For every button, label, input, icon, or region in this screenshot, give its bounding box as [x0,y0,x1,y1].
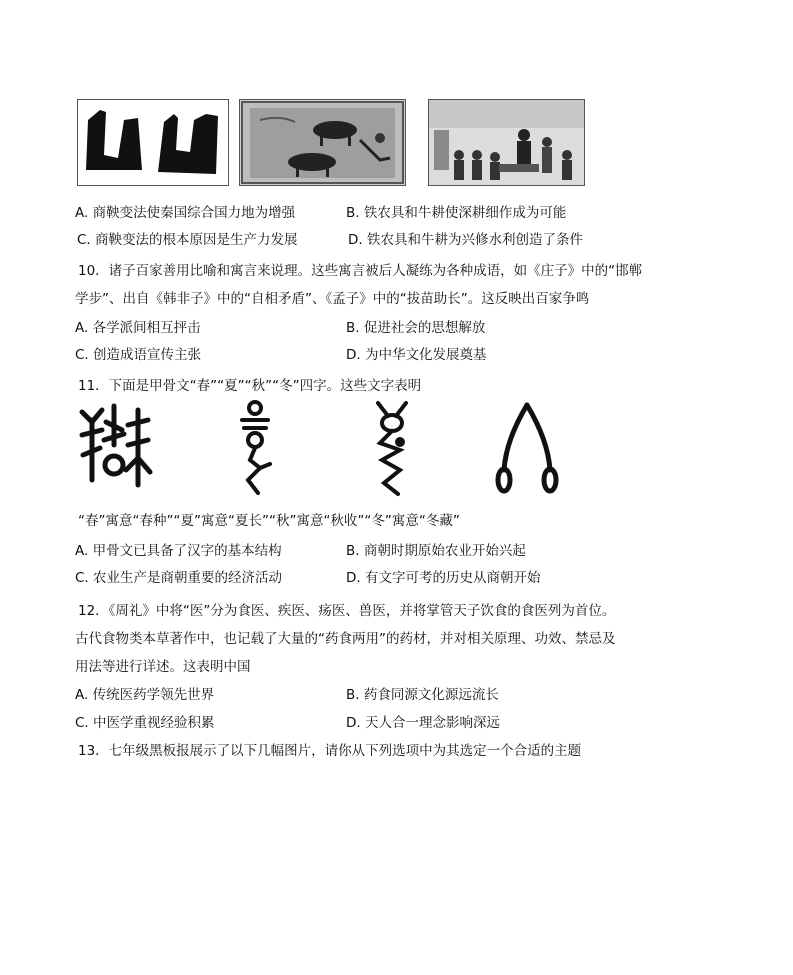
q12-stem-line3: 用法等进行详述。这表明中国 [75,659,251,675]
q10-option-d: D. 为中华文化发展奠基 [346,347,487,363]
q11-option-d: D. 有文字可考的历史从商朝开始 [346,570,541,586]
q12-option-b: B. 药食同源文化源远流长 [346,687,499,703]
q9-option-a: A. 商鞅变法使秦国综合国力地为增强 [75,205,296,221]
q12-option-a: A. 传统医药学领先世界 [75,687,215,703]
q12-option-d: D. 天人合一理念影响深远 [346,715,500,731]
oracle-bone-qiu-glyph [370,398,414,498]
q11-caption: “春”寓意“春种”“夏”寓意“夏长”“秋”寓意“秋收”“冬”寓意“冬藏” [78,513,460,529]
q11-option-c: C. 农业生产是商朝重要的经济活动 [75,570,283,586]
q10-option-b: B. 促进社会的思想解放 [346,320,486,336]
q12-stem-line1: 12．《周礼》中将“医”分为食医、疾医、疡医、兽医，并将掌管天子饮食的食医列为首位。 [78,603,616,619]
oracle-bone-dong-glyph [492,400,562,495]
q10-option-c: C. 创造成语宣传主张 [75,347,202,363]
oracle-bone-xia-glyph [230,398,280,498]
q11-option-a: A. 甲骨文已具备了汉字的基本结构 [75,543,282,559]
ox-plowing-relief-image [239,99,406,186]
iron-tools-image [77,99,229,186]
q10-stem-line2: 学步”、出自《韩非子》中的“自相矛盾”、《孟子》中的“拔苗助长”。这反映出百家争鸣 [75,291,590,307]
q9-option-d: D. 铁农具和牛耕为兴修水利创造了条件 [348,232,583,248]
q11-stem: 11．下面是甲骨文“春”“夏”“秋”“冬”四字。这些文字表明 [78,378,422,394]
q10-option-a: A. 各学派间相互抨击 [75,320,201,336]
q12-stem-line2: 古代食物类本草著作中，也记载了大量的“药食两用”的药材，并对相关原理、功效、禁忌及 [75,631,616,647]
q11-option-b: B. 商朝时期原始农业开始兴起 [346,543,526,559]
q12-option-c: C. 中医学重视经验积累 [75,715,215,731]
q10-stem-line1: 10．诸子百家善用比喻和寓言来说理。这些寓言被后人凝练为各种成语，如《庄子》中的“邯郸 [78,263,643,279]
q9-option-c: C. 商鞅变法的根本原因是生产力发展 [77,232,298,248]
q13-stem: 13．七年级黑板报展示了以下几幅图片，请你从下列选项中为其选定一个合适的主题 [78,743,582,759]
reform-meeting-image [428,99,585,186]
q9-option-b: B. 铁农具和牛耕使深耕细作成为可能 [346,205,567,221]
oracle-bone-chun-glyph [78,400,158,495]
